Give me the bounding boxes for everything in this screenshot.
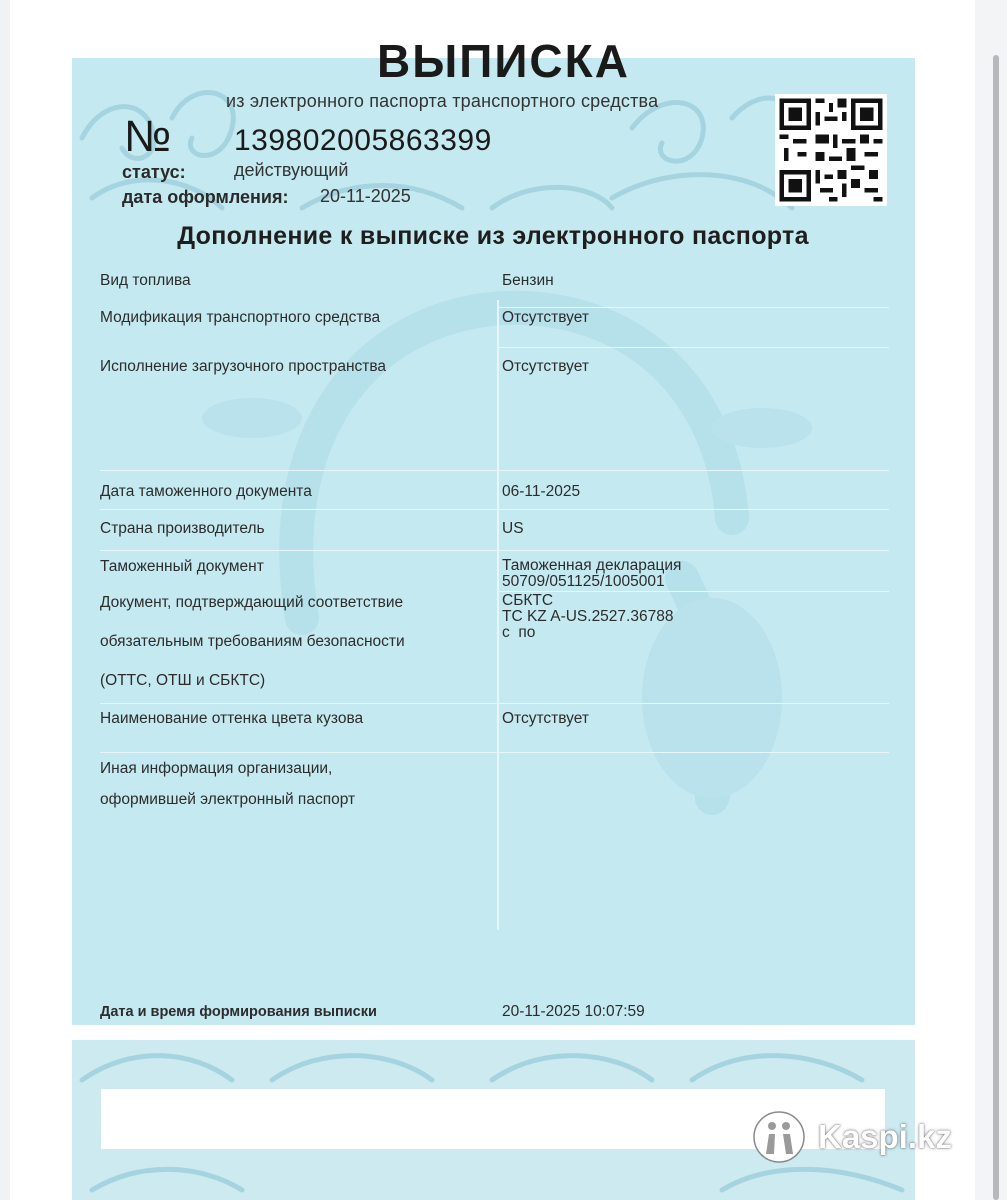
row-divider [100,509,889,510]
scrollbar[interactable] [975,0,1007,1200]
row-value-cargo: Отсутствует [502,358,589,375]
qr-code-icon [775,94,887,206]
document-title: ВЫПИСКА [377,35,630,87]
row-label-fuel: Вид топлива [100,272,191,289]
customs-doc-line: Таможенная декларация [502,557,682,574]
column-divider [497,300,499,930]
row-label-modification: Модификация транспортного средства [100,309,381,326]
footer-label: Дата и время формирования выписки [100,1004,377,1020]
conformity-line: СБКТС [502,592,554,609]
row-value-modification: Отсутствует [502,309,589,326]
row-label-customs-date: Дата таможенного документа [100,483,312,500]
row-label-other-1: Иная информация организации, [100,760,333,777]
section-title: Дополнение к выписке из электронного паспорта [177,222,809,250]
customs-doc-line: 50709/051125/1005001 [502,573,665,590]
number-sign: № [124,112,172,161]
kaspi-brand-text: Kaspi.kz [818,1118,952,1155]
footer-value: 20-11-2025 10:07:59 [502,1003,645,1020]
kaspi-watermark [752,1110,982,1164]
issue-date-label: дата оформления: [122,187,289,207]
row-label-customs-doc: Таможенный документ [100,558,264,575]
row-divider [100,550,889,551]
row-value-customs-date: 06-11-2025 [502,483,581,500]
row-label-conformity-3: (ОТТС, ОТШ и СБКТС) [100,672,266,689]
row-divider [497,307,889,308]
status-label: статус: [122,162,186,182]
row-label-conformity-2: обязательным требованиям безопасности [100,633,405,650]
row-value-customs-doc [502,558,681,590]
row-value-fuel: Бензин [502,272,554,289]
document-subtitle: из электронного паспорта транспортного средства [226,91,659,111]
row-value-country: US [502,520,524,537]
row-divider [497,591,889,592]
row-divider [100,470,889,471]
conformity-line: с по [502,624,536,641]
row-divider [100,703,889,704]
row-divider [497,347,889,348]
status-value: действующий [234,160,349,180]
row-label-conformity-1: Документ, подтверждающий соответствие [100,594,404,611]
issue-date-value: 20-11-2025 [320,186,411,206]
row-label-other-2: оформившей электронный паспорт [100,791,356,808]
row-label-color: Наименование оттенка цвета кузова [100,710,364,727]
row-label-cargo: Исполнение загрузочного пространства [100,358,387,375]
row-value-conformity [502,593,673,641]
row-divider [100,752,889,753]
conformity-line: ТС KZ A-US.2527.36788 [502,608,674,625]
scrollbar-thumb[interactable] [993,55,999,1200]
row-label-country: Страна производитель [100,520,265,537]
passport-number: 139802005863399 [234,124,492,157]
row-value-color: Отсутствует [502,710,589,727]
kaspi-logo-icon [752,1110,806,1164]
page-edge-left [0,0,10,1200]
